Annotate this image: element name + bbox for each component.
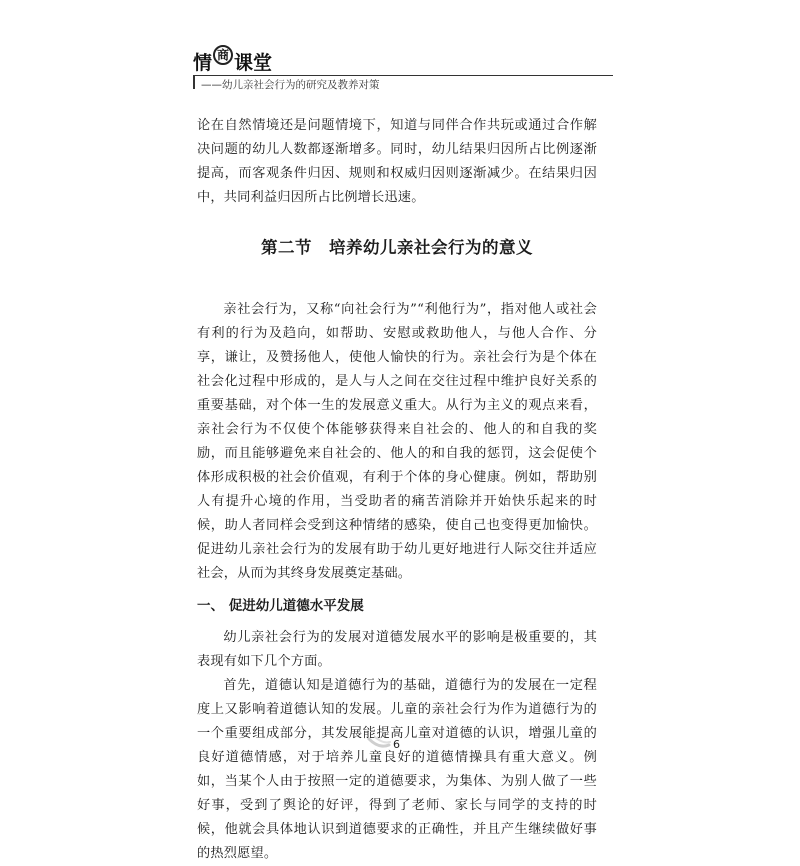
section-title: 第二节 培养幼儿亲社会行为的意义 bbox=[261, 238, 533, 257]
paragraph-1: 幼儿亲社会行为的发展对道德发展水平的影响是极重要的，其表现有如下几个方面。 bbox=[197, 630, 597, 669]
header-vertical-bar bbox=[193, 75, 195, 89]
intro-paragraph: 论在自然情境还是问题情境下，知道与同伴合作共玩或通过合作解决问题的幼儿人数都逐渐增多。同时，幼儿结果归因所占比例逐渐提高，而客观条件归因、规则和权威归因则逐渐减少。在结果归因中，共同利益归因所占比例增长迅速。 bbox=[197, 118, 597, 205]
running-header bbox=[193, 48, 613, 98]
book-series-logo bbox=[193, 48, 272, 74]
swoosh-icon bbox=[365, 735, 435, 755]
header-rule bbox=[193, 75, 613, 76]
page-footer bbox=[365, 735, 435, 755]
page-number: 6 bbox=[393, 738, 400, 751]
brand-circle-shang: 商 bbox=[213, 45, 233, 65]
subheading: 一、 促进幼儿道德水平发展 bbox=[197, 598, 364, 614]
book-subtitle: ——幼儿亲社会行为的研究及教养对策 bbox=[201, 79, 380, 91]
brand-chars-ketang: 课堂 bbox=[234, 52, 273, 74]
section-paragraph: 亲社会行为，又称“向社会行为”“利他行为”，指对他人或社会有利的行为及趋向，如帮助、安慰或救助他人，与他人合作、分享，谦让，及赞扬他人，使他人愉快的行为。亲社会行为是个体在社会化过程中形成的，是人与人之间在交往过程中维护良好关系的重要基础，对个体一生的发展意义重大。从行为主义的观点来看，亲社会行为不仅使个体能够获得来自社会的、他人的和自我的奖励，而且能够避免来自社会的、他人的和自我的惩罚，这会促使个体形成积极的社会价值观，有利于个体的身心健康。例如，帮助别人有提升心境的作用，当受助者的痛苦消除并开始快乐起来的时候，助人者同样会受到这种情绪的感染，使自己也变得更加愉快。促进幼儿亲社会行为的发展有助于幼儿更好地进行人际交往并适应社会，从而为其终身发展奠定基础。 bbox=[197, 302, 597, 581]
brand-char-qing: 情 bbox=[193, 52, 213, 74]
paragraph-2: 首先，道德认知是道德行为的基础，道德行为的发展在一定程度上又影响着道德认知的发展。儿童的亲社会行为作为道德行为的一个重要组成部分，其发展能提高儿童对道德的认识，增强儿童的良好道德情感，对于培养儿童良好的道德情操具有重大意义。例如，当某个人由于按照一定的道德要求，为集体、为别人做了一些好事，受到了舆论的好评，得到了老师、家长与同学的支持的时候，他就会具体地认识到道德要求的正确性，并且产生继续做好事的热烈愿望。 bbox=[197, 678, 597, 861]
